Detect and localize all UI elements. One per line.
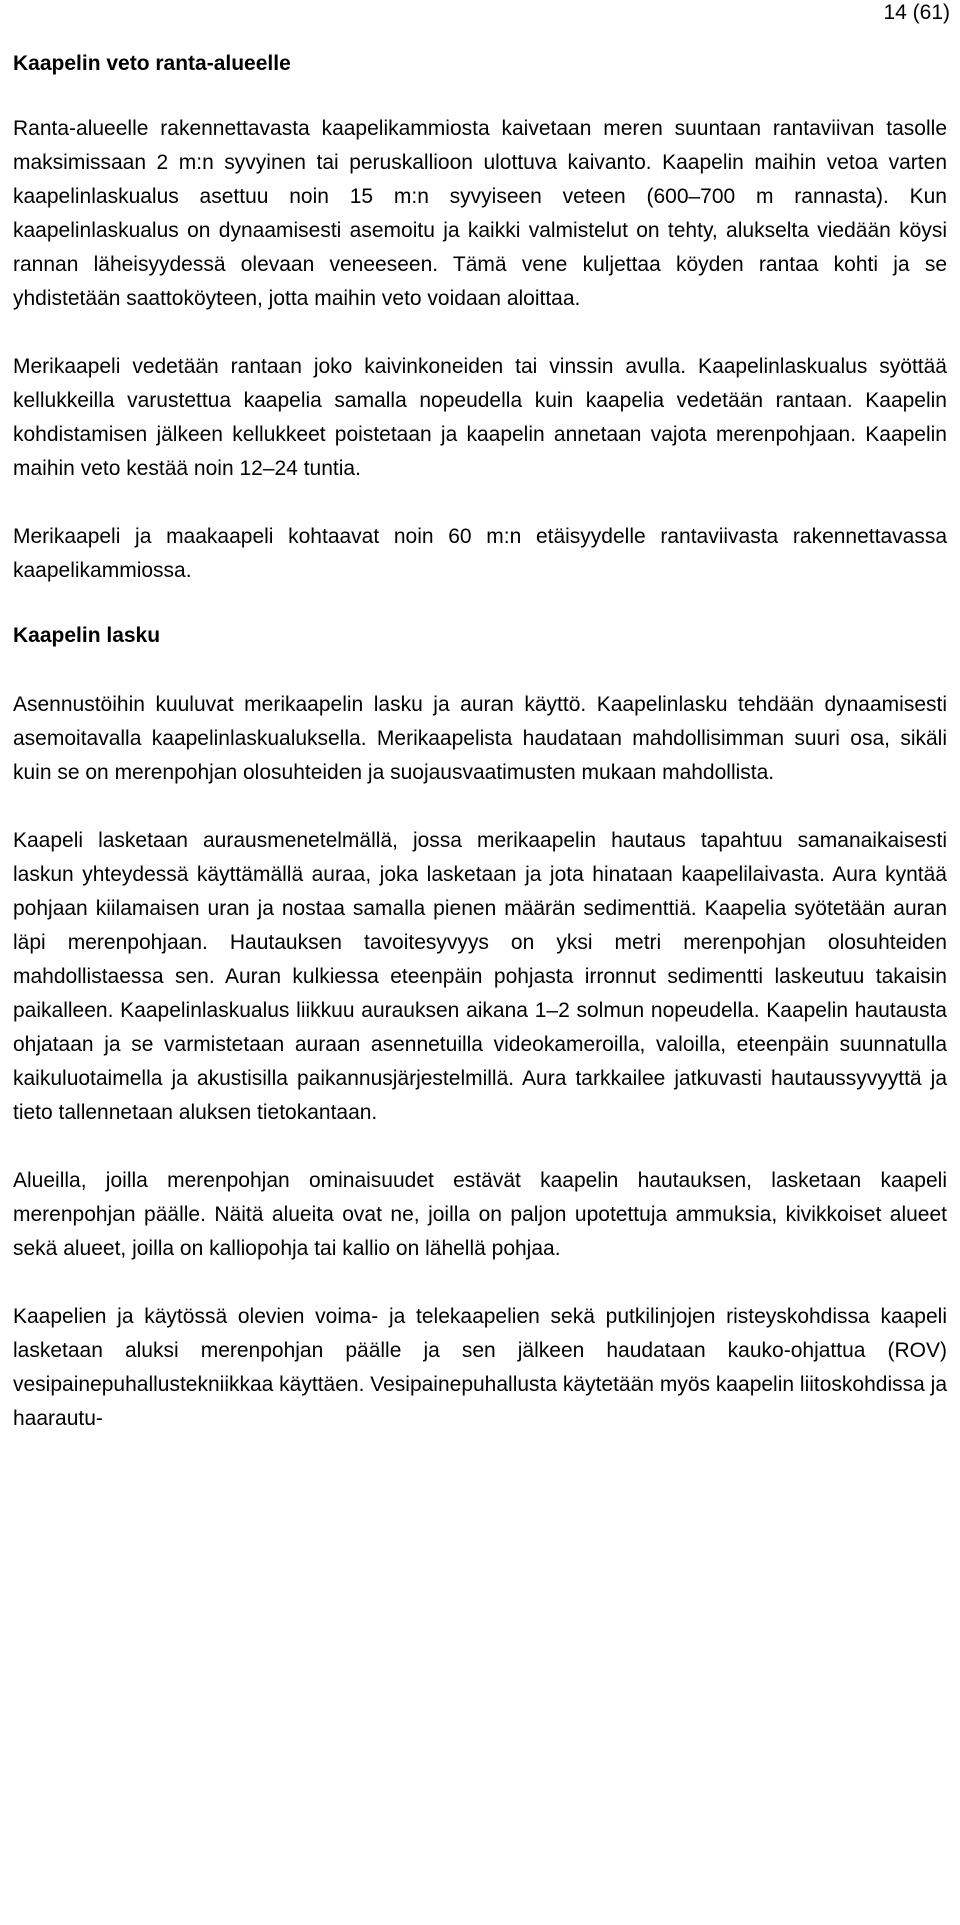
paragraph: Merikaapeli vedetään rantaan joko kaivinkoneiden tai vinssin avulla. Kaapelinlaskualus syöttää kellukkeilla varustettua kaapelia samalla nopeudella kuin kaapelia vedetään rantaan. Kaapelin kohdistamisen jälkeen kellukkeet poistetaan ja kaapelin annetaan vajota merenpohjaan. Kaapelin maihin veto kestää noin 12–24 tuntia. (13, 355, 947, 480)
paragraph: Ranta-alueelle rakennettavasta kaapelikammiosta kaivetaan meren suuntaan rantaviivan tasolle maksimissaan 2 m:n syvyinen tai peruskallioon ulottuva kaivanto. Kaapelin maihin vetoa varten kaapelinlaskualus asettuu noin 15 m:n syvyiseen veteen (600–700 m rannasta). Kun kaapelinlaskualus on dynaamisesti asemoitu ja kaikki valmistelut on tehty, alukselta viedään köysi rannan läheisyydessä olevaan veneeseen. Tämä vene kuljettaa köyden rantaa kohti ja se yhdistetään saattoköyteen, jotta maihin veto voidaan aloittaa. (13, 117, 947, 310)
paragraph: Merikaapeli ja maakaapeli kohtaavat noin 60 m:n etäisyydelle rantaviivasta rakennettavassa kaapelikammiossa. (13, 525, 947, 582)
section-heading-cable-laying: Kaapelin lasku (13, 624, 161, 647)
paragraph: Alueilla, joilla merenpohjan ominaisuudet estävät kaapelin hautauksen, lasketaan kaapeli merenpohjan päälle. Näitä alueita ovat ne, joilla on paljon upotettuja ammuksia, kivikkoiset alueet sekä alueet, joilla on kalliopohja tai kallio on lähellä pohjaa. (13, 1169, 947, 1260)
paragraph: Asennustöihin kuuluvat merikaapelin lasku ja auran käyttö. Kaapelinlasku tehdään dynaamisesti asemoitavalla kaapelinlaskualuksella. Merikaapelista haudataan mahdollisimman suuri osa, sikäli kuin se on merenpohjan olosuhteiden ja suojausvaatimusten mukaan mahdollista. (13, 693, 947, 784)
document-body (13, 50, 947, 1470)
paragraph: Kaapeli lasketaan aurausmenetelmällä, jossa merikaapelin hautaus tapahtuu samanaikaisesti laskun yhteydessä käyttämällä auraa, joka lasketaan ja jota hinataan kaapelilaivasta. Aura kyntää pohjaan kiilamaisen uran ja nostaa samalla pienen määrän sedimenttiä. Kaapelia syötetään auran läpi merenpohjaan. Hautauksen tavoitesyvyys on yksi metri merenpohjan olosuhteiden mahdollistaessa sen. Auran kulkiessa eteenpäin pohjasta irronnut sedimentti laskeutuu takaisin paikalleen. Kaapelinlaskualus liikkuu aurauksen aikana 1–2 solmun nopeudella. Kaapelin hautausta ohjataan ja se varmistetaan auraan asennetuilla videokameroilla, valoilla, eteenpäin suunnatulla kaikuluotaimella ja akustisilla paikannusjärjestelmillä. Aura tarkkailee jatkuvasti hautaussyvyyttä ja tieto tallennetaan aluksen tietokantaan. (13, 829, 947, 1124)
paragraph: Kaapelien ja käytössä olevien voima- ja telekaapelien sekä putkilinjojen risteyskohdissa kaapeli lasketaan aluksi merenpohjan päälle ja sen jälkeen haudataan kauko-ohjattua (ROV) vesipainepuhallustekniikkaa käyttäen. Vesipainepuhallusta käytetään myös kaapelin liitoskohdissa ja haarautu- (13, 1305, 947, 1430)
section-heading-cable-pull-to-shore: Kaapelin veto ranta-alueelle (13, 52, 291, 75)
page-number: 14 (61) (883, 1, 950, 24)
